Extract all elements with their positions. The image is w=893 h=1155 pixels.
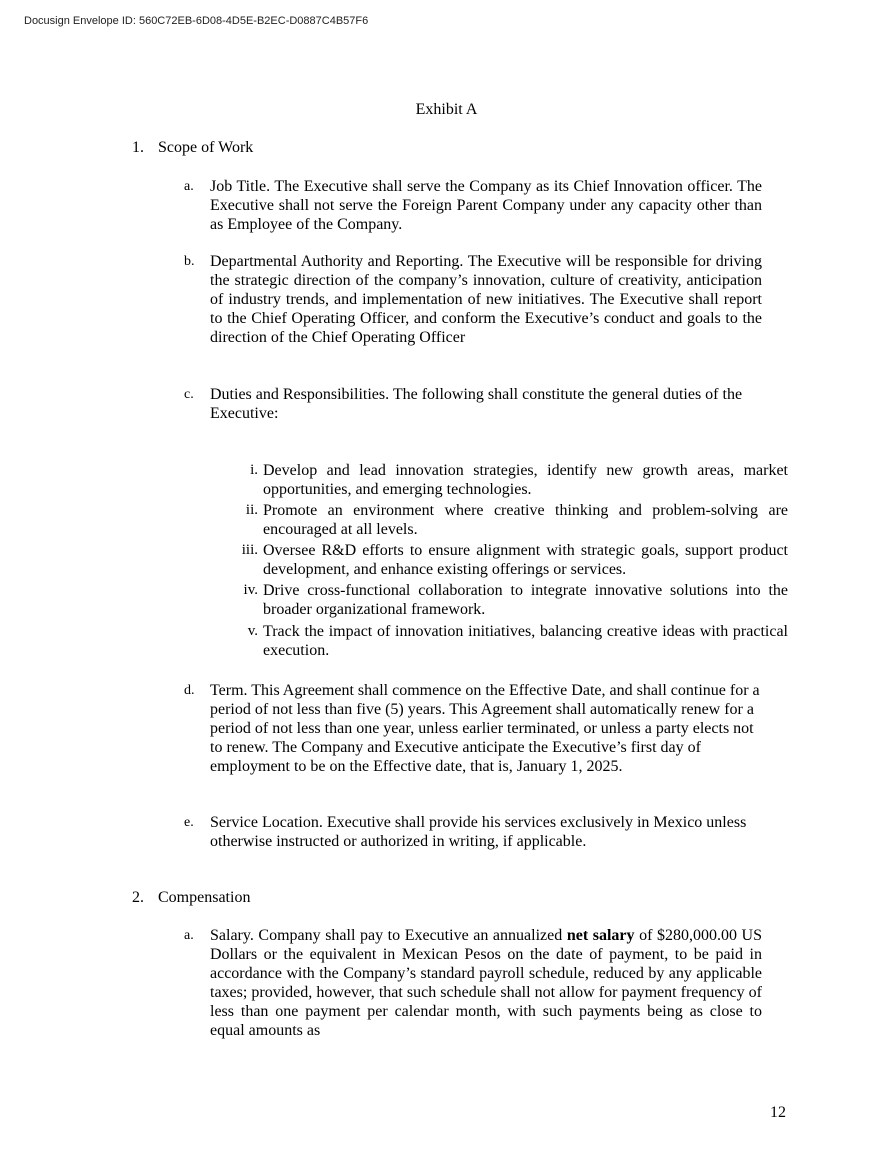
job-title-paragraph: Job Title. The Executive shall serve the Company as its Chief Innovation officer. The Executive shall not serve the Foreign Parent Company under any capacity other than as Employee of the Company. — [210, 178, 762, 233]
term-paragraph: Term. This Agreement shall commence on the Effective Date, and shall continue for a period of not less than five (5) years. This Agreement shall automatically renew for a period of not less than one year, unless earlier terminated, or unless a party elects not to renew. The Company and Executive anticipate the Executive’s first day of employment to be on the Effective date, that is, January 1, 2025. — [210, 682, 760, 775]
page-number: 12 — [770, 1104, 786, 1121]
item-letter: b. — [184, 254, 195, 269]
service-location-paragraph: Service Location. Executive shall provide his services exclusively in Mexico unless otherwise instructed or authorized in writing, if applicable. — [210, 814, 747, 850]
section-number: 1. — [132, 139, 144, 156]
duties-paragraph: Duties and Responsibilities. The following shall constitute the general duties of the Executive: — [210, 386, 743, 422]
page-title: Exhibit A — [415, 101, 478, 118]
salary-text-start: Salary. Company shall pay to Executive an annualized — [210, 927, 567, 944]
section-number: 2. — [132, 889, 144, 906]
salary-text-end: of $280,000.00 US Dollars or the equivalent in Mexican Pesos on the date of payment, to be paid in accordance with the Company’s standard payroll schedule, reduced by any applicable taxes; provided, however, that such schedule shall not allow for payment frequency of less than one payment per calendar month, with such payments being as close to equal amounts as — [210, 927, 763, 1039]
duty-item: Promote an environment where creative thinking and problem-solving are encouraged at all levels. — [263, 502, 788, 538]
salary-paragraph — [210, 926, 762, 1040]
duty-numeral: ii. — [245, 502, 258, 518]
duty-item: Oversee R&D efforts to ensure alignment with strategic goals, support product development, and enhance existing offerings or services. — [263, 542, 788, 578]
duty-numeral: iii. — [241, 542, 258, 558]
duty-numeral: v. — [247, 623, 258, 639]
duty-item: Develop and lead innovation strategies, identify new growth areas, market opportunities, and emerging technologies. — [263, 462, 788, 498]
duty-item: Drive cross-functional collaboration to integrate innovative solutions into the broader organizational framework. — [263, 582, 788, 618]
net-salary-bold: net salary — [566, 927, 635, 944]
item-letter: a. — [184, 928, 194, 943]
item-letter: e. — [184, 815, 194, 830]
section-title-scope-of-work: Scope of Work — [158, 139, 254, 156]
docusign-envelope-id: Docusign Envelope ID: 560C72EB-6D08-4D5E-B2EC-D0887C4B57F6 — [24, 15, 369, 27]
section-title-compensation: Compensation — [158, 889, 251, 906]
duty-item: Track the impact of innovation initiatives, balancing creative ideas with practical execution. — [263, 623, 788, 659]
duty-numeral: i. — [250, 462, 258, 478]
departmental-authority-paragraph: Departmental Authority and Reporting. The Executive will be responsible for driving the strategic direction of the company’s innovation, culture of creativity, anticipation of industry trends, and implementation of new initiatives. The Executive shall report to the Chief Operating Officer, and conform the Executive’s conduct and goals to the direction of the Chief Operating Officer — [210, 253, 762, 346]
item-letter: c. — [184, 387, 194, 402]
item-letter: a. — [184, 179, 194, 194]
item-letter: d. — [184, 683, 195, 698]
duty-numeral: iv. — [243, 582, 258, 598]
